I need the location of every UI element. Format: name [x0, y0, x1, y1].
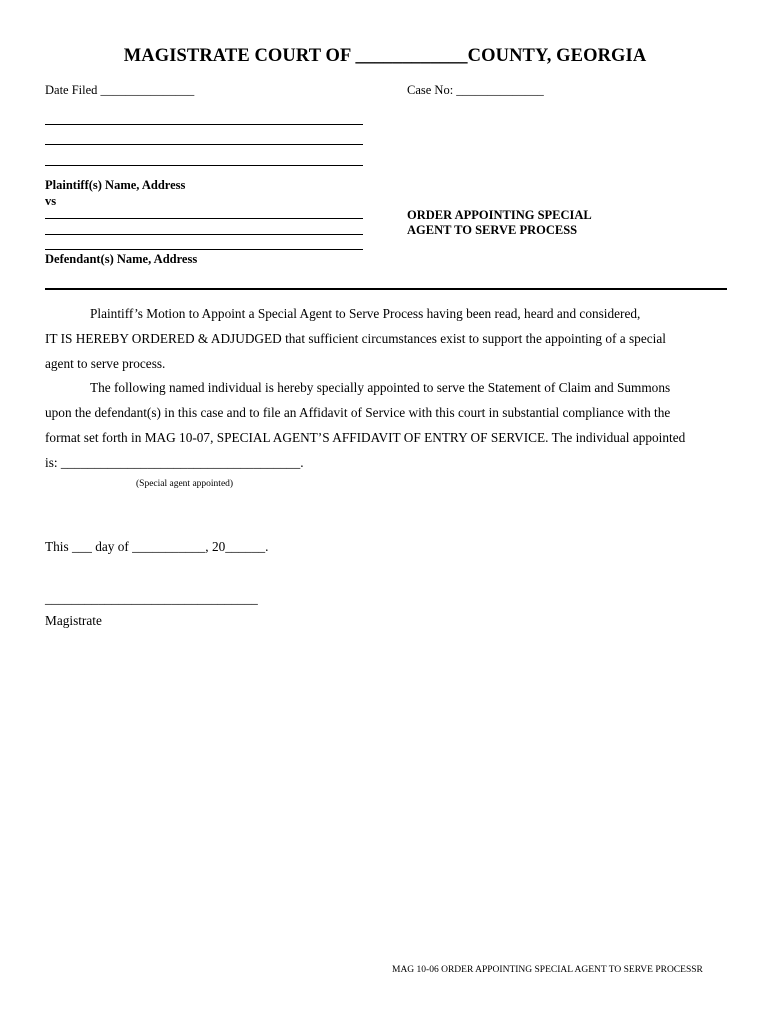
- body-p1-line2: IT IS HEREBY ORDERED & ADJUDGED that sufficient circumstances exist to support the appointing of a special: [45, 331, 666, 346]
- date-line: This ___ day of ___________, 20______.: [45, 539, 269, 554]
- date-filed-field: Date Filed _______________: [45, 83, 195, 97]
- defendant-line-1: [45, 218, 363, 219]
- defendant-line-2: [45, 234, 363, 235]
- body-p2-line3: format set forth in MAG 10-07, SPECIAL AGENT’S AFFIDAVIT OF ENTRY OF SERVICE. The individual appointed: [45, 430, 686, 445]
- body-p2-line2: upon the defendant(s) in this case and to file an Affidavit of Service with this court in substantial compliance with the: [45, 405, 671, 420]
- vs-label: vs: [45, 194, 57, 208]
- court-title: MAGISTRATE COURT OF ____________COUNTY, GEORGIA: [123, 46, 647, 66]
- body-p1-line3: agent to serve process.: [45, 356, 166, 371]
- case-number-field: Case No: ______________: [407, 83, 544, 97]
- body-p2-line1: The following named individual is hereby specially appointed to serve the Statement of Claim and Summons: [90, 380, 671, 395]
- plaintiff-line-3: [45, 165, 363, 166]
- order-title-line-2: AGENT TO SERVE PROCESS: [407, 223, 578, 237]
- body-p1-line1: Plaintiff’s Motion to Appoint a Special Agent to Serve Process having been read, heard and considered,: [90, 306, 641, 321]
- defendant-line-3: [45, 249, 363, 250]
- special-agent-name-field: is: ____________________________________.: [45, 455, 304, 470]
- section-divider: [45, 288, 727, 290]
- defendant-label: Defendant(s) Name, Address: [45, 252, 198, 266]
- plaintiff-label: Plaintiff(s) Name, Address: [45, 178, 186, 192]
- form-footer: MAG 10-06 ORDER APPOINTING SPECIAL AGENT TO SERVE PROCESSR: [392, 965, 703, 975]
- plaintiff-line-1: [45, 124, 363, 125]
- plaintiff-line-2: [45, 144, 363, 145]
- magistrate-label: Magistrate: [45, 613, 102, 628]
- special-agent-caption: (Special agent appointed): [136, 479, 234, 489]
- order-title-line-1: ORDER APPOINTING SPECIAL: [407, 208, 592, 222]
- signature-line: ________________________________: [45, 591, 258, 606]
